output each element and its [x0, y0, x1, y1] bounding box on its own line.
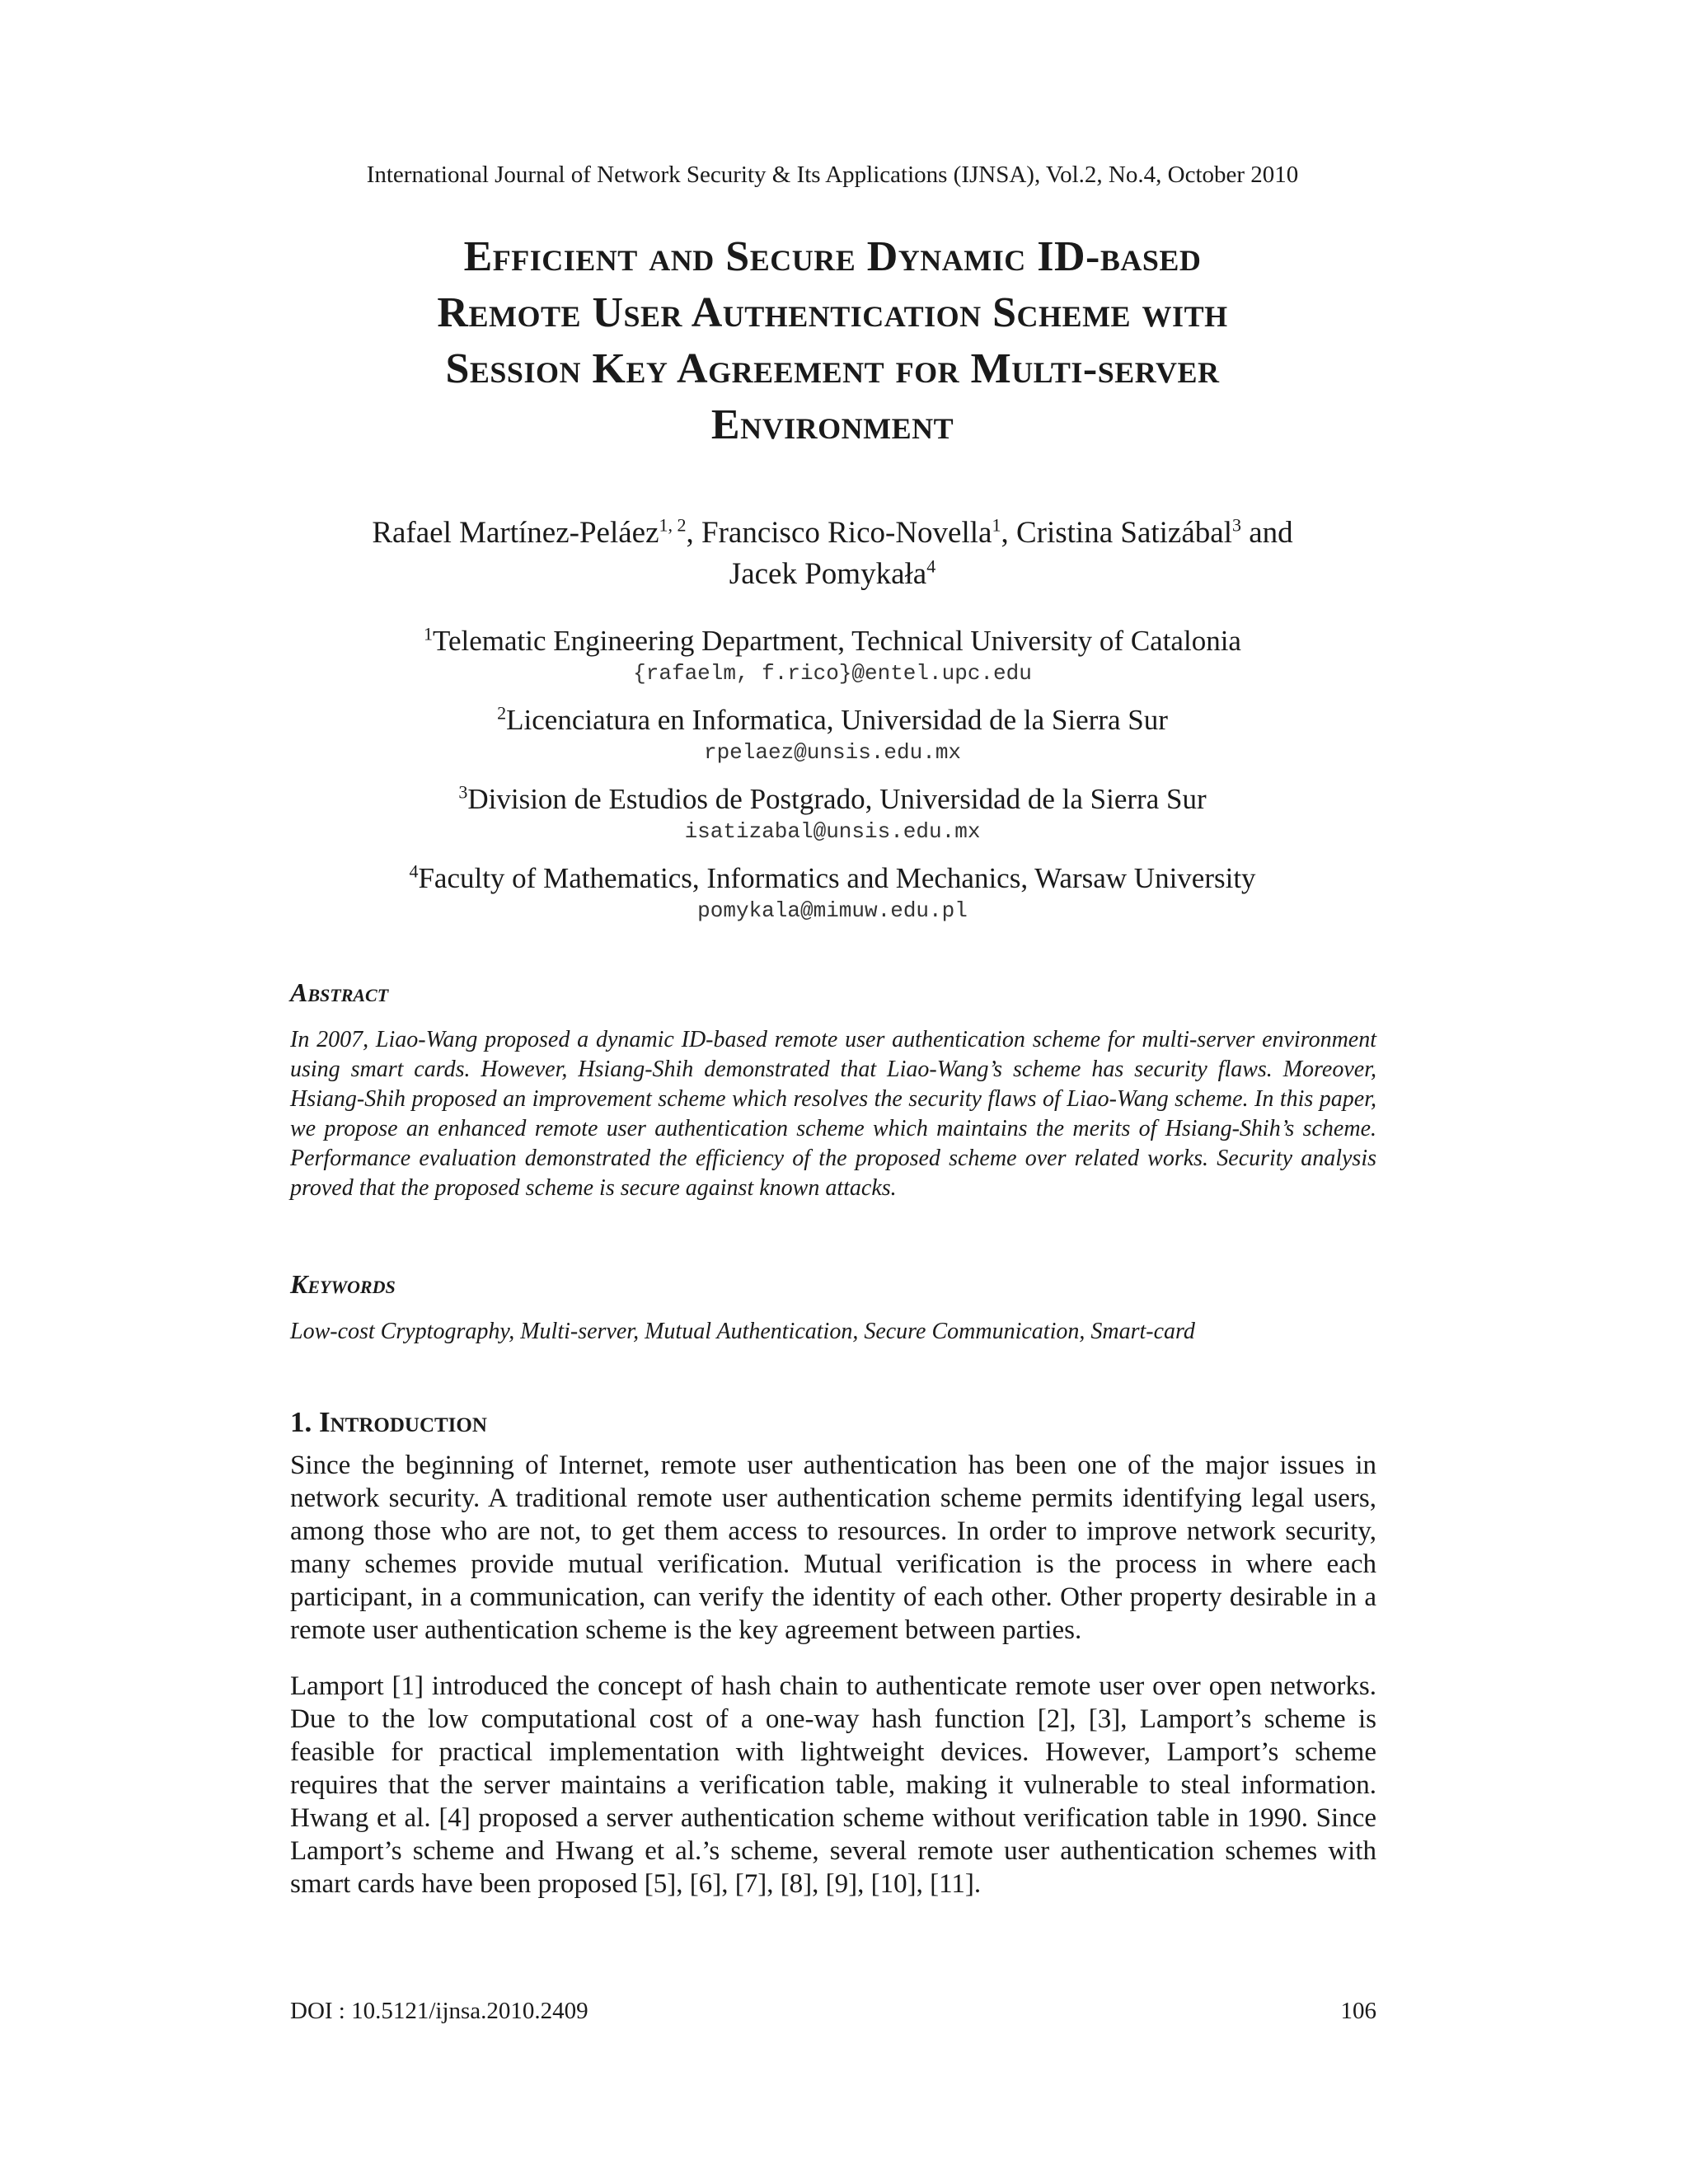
- author-line-1: [272, 513, 1393, 554]
- section-number: 1.: [290, 1406, 319, 1438]
- affiliation-sup: 2: [497, 702, 507, 724]
- body-paragraph: Lamport [1] introduced the concept of hash chain to authenticate remote user over open networks. Due to the low computational cost of a one-way hash function [2], [3], Lamport’s scheme is feasible for practical implementation with lightweight devices. However, Lamport’s scheme requires that the server maintains a verification table, making it vulnerable to steal information. Hwang et al. [4] proposed a server authentication scheme without verification table in 1990. Since Lamport’s scheme and Hwang et al.’s scheme, several remote user authentication schemes with smart cards have been proposed [5], [6], [7], [8], [9], [10], [11].: [290, 1671, 1376, 1899]
- journal-header: International Journal of Network Security & Its Applications (IJNSA), Vol.2, No.4, October 2010: [366, 162, 1299, 188]
- affiliation: [272, 860, 1393, 925]
- abstract-text: In 2007, Liao-Wang proposed a dynamic ID-based remote user authentication scheme for multi-server environment using smart cards. However, Hsiang-Shih demonstrated that Liao-Wang’s scheme has security flaws. Moreover, Hsiang-Shih proposed an improvement scheme which resolves the security flaws of Liao-Wang scheme. In this paper, we propose an enhanced remote user authentication scheme which maintains the merits of Hsiang-Shih’s scheme. Performance evaluation demonstrated the efficiency of the proposed scheme over related works. Security analysis proved that the proposed scheme is secure against known attacks.: [290, 1027, 1376, 1201]
- affiliation-email: isatizabal@unsis.edu.mx: [684, 819, 981, 844]
- affiliation-name: Telematic Engineering Department, Technical University of Catalonia: [433, 625, 1241, 657]
- author-sup: 1: [992, 514, 1001, 536]
- affiliation: [272, 702, 1393, 766]
- author-name: , Francisco Rico-Novella: [686, 516, 992, 550]
- affiliation: [272, 623, 1393, 687]
- affiliation-email: pomykala@mimuw.edu.pl: [697, 898, 968, 923]
- author-line-2: [272, 554, 1393, 595]
- page-number: 106: [1340, 1998, 1376, 2024]
- author-sup: 1, 2: [659, 514, 687, 536]
- author-name: Rafael Martínez-Peláez: [372, 516, 659, 550]
- body-paragraph: Since the beginning of Internet, remote user authentication has been one of the major issues in network security. A traditional remote user authentication scheme permits identifying legal users, among those who are not, to get them access to resources. In order to improve network security, many schemes provide mutual verification. Mutual verification is the process in where each participant, in a communication, can verify the identity of each other. Other property desirable in a remote user authentication scheme is the key agreement between parties.: [290, 1451, 1376, 1645]
- title-line: Environment: [710, 401, 954, 448]
- keywords-text: Low-cost Cryptography, Multi-server, Mutual Authentication, Secure Communication, Smart-card: [290, 1319, 1195, 1344]
- affiliation-name: Faculty of Mathematics, Informatics and Mechanics, Warsaw University: [418, 862, 1256, 894]
- section-heading: [290, 1406, 487, 1439]
- author-sup: 4: [926, 555, 936, 577]
- affiliation-name: Licenciatura en Informatica, Universidad de la Sierra Sur: [506, 704, 1168, 736]
- keywords-heading: Keywords: [290, 1269, 396, 1299]
- author-sup: 3: [1231, 514, 1241, 536]
- doi: DOI : 10.5121/ijnsa.2010.2409: [290, 1998, 588, 2024]
- author-and: and: [1240, 516, 1293, 550]
- affiliation-sup: 3: [458, 781, 468, 803]
- affiliation-name: Division de Estudios de Postgrado, Universidad de la Sierra Sur: [467, 783, 1207, 815]
- affiliation-sup: 4: [409, 860, 419, 882]
- section-title: Introduction: [319, 1406, 487, 1438]
- abstract-heading: Abstract: [290, 977, 389, 1007]
- author-name: Jacek Pomykała: [729, 557, 927, 591]
- title-line: Remote User Authentication Scheme with: [437, 289, 1228, 336]
- title-line: Session Key Agreement for Multi-server: [445, 345, 1220, 392]
- author-list: [272, 513, 1393, 595]
- paper-title: [272, 229, 1393, 453]
- affiliation-email: rpelaez@unsis.edu.mx: [703, 740, 962, 765]
- affiliation-sup: 1: [424, 623, 434, 644]
- author-name: , Cristina Satizábal: [1001, 516, 1232, 550]
- affiliation: [272, 781, 1393, 846]
- title-line: Efficient and Secure Dynamic ID-based: [463, 233, 1202, 280]
- affiliation-email: {rafaelm, f.rico}@entel.upc.edu: [633, 661, 1032, 686]
